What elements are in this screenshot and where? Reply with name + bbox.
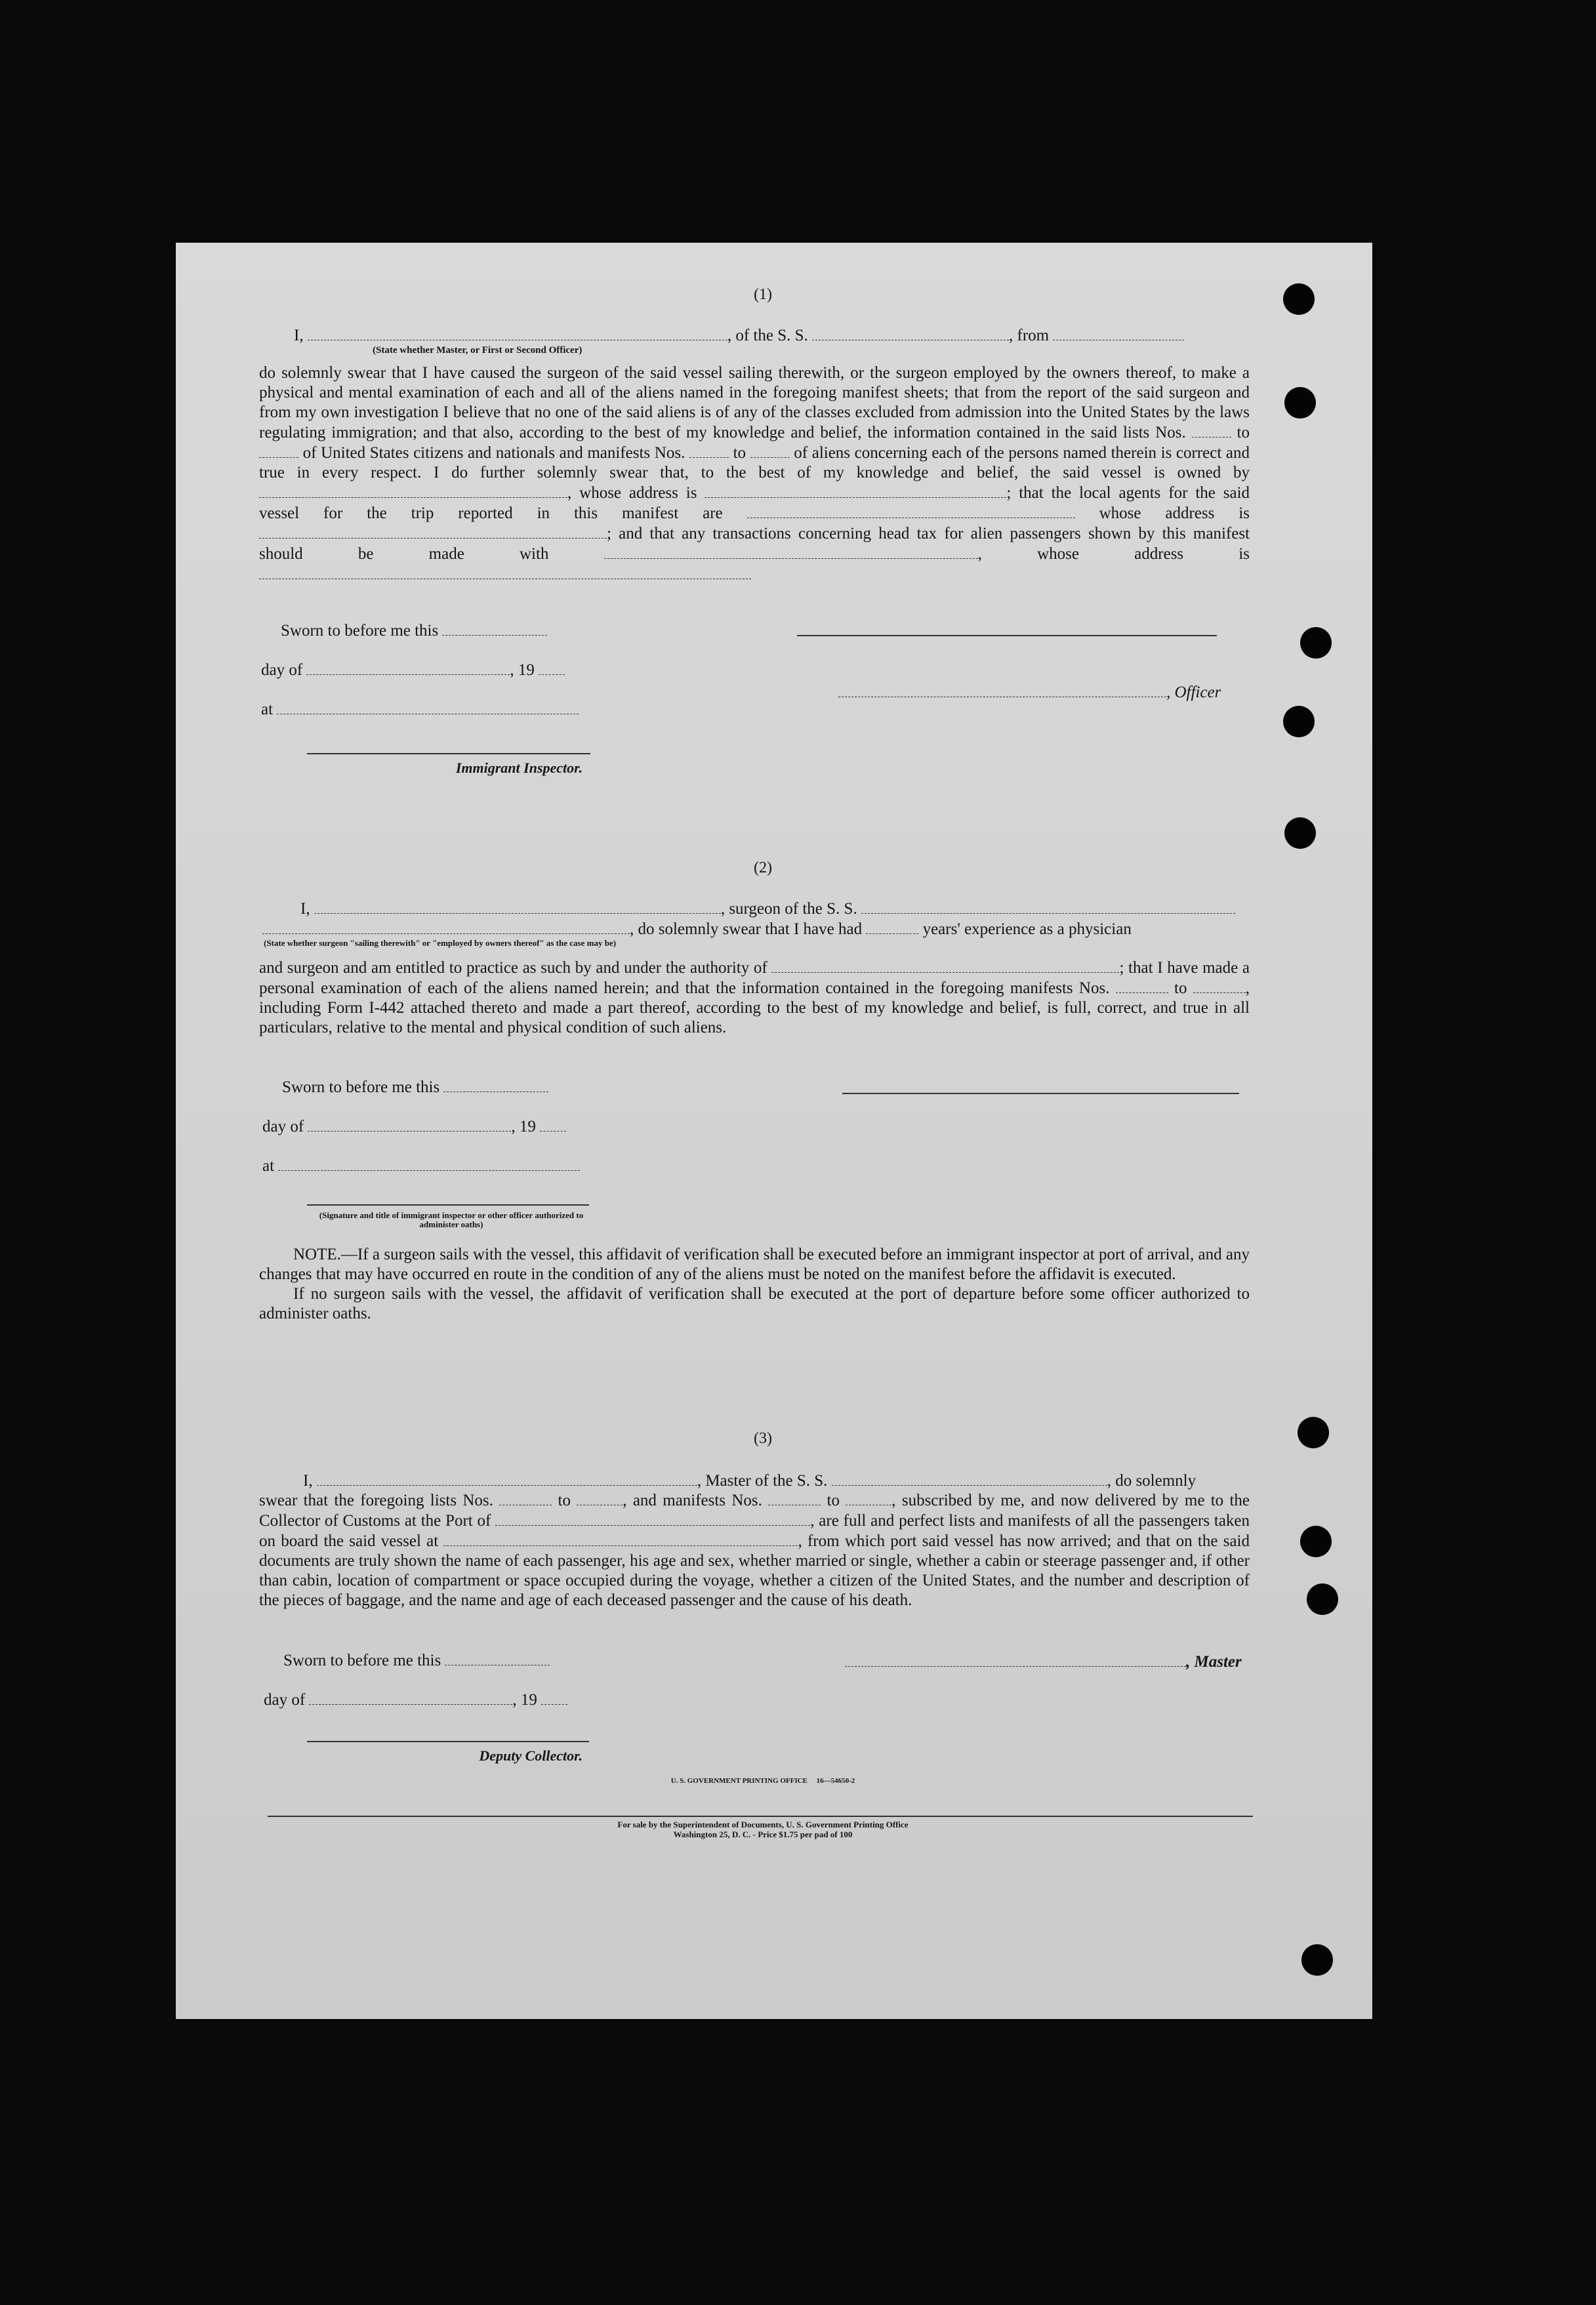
master-sworn-month-field[interactable] xyxy=(309,1690,512,1705)
section-1-day-of: day of , 19 xyxy=(261,660,565,680)
sworn-day-field[interactable] xyxy=(442,621,547,636)
agents-address-field[interactable] xyxy=(259,523,607,539)
sale-notice-line-2: Washington 25, D. C. - Price $1.75 per pad of 100 xyxy=(673,1829,853,1839)
vessel-name-field[interactable] xyxy=(812,325,1009,340)
surgeon-inspector-signature-note: (Signature and title of immigrant inspector or other officer authorized to administer oaths) xyxy=(319,1210,584,1229)
punch-hole xyxy=(1301,1944,1333,1976)
master-name-field[interactable] xyxy=(317,1471,697,1486)
section-3-number: (3) xyxy=(754,1430,772,1447)
section-2-line-2: , do solemnly swear that I have had years' experience as a physician xyxy=(262,919,1132,939)
head-tax-contact-field[interactable] xyxy=(604,544,978,559)
sworn-year-field[interactable] xyxy=(539,660,565,675)
surgeon-status-field[interactable] xyxy=(262,919,630,934)
master-signature-row: , Master xyxy=(845,1652,1242,1671)
punch-hole xyxy=(1283,706,1315,737)
surgeon-vessel-field[interactable] xyxy=(861,899,1235,914)
owner-address-field[interactable] xyxy=(705,483,1006,498)
punch-hole xyxy=(1300,1526,1332,1557)
licensing-authority-field[interactable] xyxy=(771,958,1119,973)
citizen-list-to-field[interactable] xyxy=(259,443,298,458)
section-1-signature-line[interactable] xyxy=(797,635,1217,636)
sworn-month-field[interactable] xyxy=(306,660,510,675)
section-3-day-of: day of , 19 xyxy=(264,1690,567,1709)
surgeon-inspector-signature-line[interactable] xyxy=(307,1204,589,1206)
citizen-list-from-field[interactable] xyxy=(1192,422,1231,438)
officer-signature-row: , Officer xyxy=(838,682,1221,702)
arrival-port-field[interactable] xyxy=(495,1511,810,1526)
section-1-number: (1) xyxy=(754,286,772,303)
section-2-sworn: Sworn to before me this xyxy=(282,1077,548,1097)
surgeon-sworn-place-field[interactable] xyxy=(278,1156,580,1171)
vessel-owner-field[interactable] xyxy=(259,483,567,498)
section-2-number: (2) xyxy=(754,859,772,876)
local-agents-field[interactable] xyxy=(747,503,1075,518)
section-3-oath-text: swear that the foregoing lists Nos. to , and manifests Nos. to , subscribed by me, and now delivered by me to the Collector of Customs at the Port of , are full and perfect lists and manifests of all the passengers taken on board the said vessel at , from which port said vessel has now arrived; and that on the said documents are truly shown the name of each passenger, his age and sex, whether married or single, whether a cabin or steerage passenger and, if other than cabin, location of compartment or space occupied during the voyage, whether a citizen of the United States, and the number and description of the pieces of baggage, and the name and age of each deceased passenger and the cause of his death. xyxy=(259,1492,1250,1609)
manifest-from-field[interactable] xyxy=(689,443,729,458)
surgeon-name-field[interactable] xyxy=(314,899,721,914)
section-1-at: at xyxy=(261,699,579,719)
manifest-page xyxy=(176,243,1372,2019)
sworn-place-field[interactable] xyxy=(277,699,579,714)
section-1-line-1: I, , of the S. S. , from xyxy=(294,325,1184,345)
footer-rule xyxy=(268,1816,1253,1817)
surgeon-sworn-day-field[interactable] xyxy=(443,1077,548,1092)
section-1-sworn: Sworn to before me this xyxy=(281,621,547,640)
master-list-to-field[interactable] xyxy=(577,1490,623,1505)
years-experience-field[interactable] xyxy=(866,919,918,934)
master-manifest-from-field[interactable] xyxy=(768,1490,821,1505)
master-manifest-to-field[interactable] xyxy=(846,1490,891,1505)
embarkation-port-field[interactable] xyxy=(443,1531,798,1546)
surgeon-manifest-to-field[interactable] xyxy=(1193,978,1246,993)
surgeon-sworn-month-field[interactable] xyxy=(308,1116,511,1132)
section-2-oath-text: and surgeon and am entitled to practice as such by and under the authority of ; that I have made a personal examination of each of the aliens named herein; and that the information contained in the foregoing manifests Nos. to , including Form I-442 attached thereto and made a part thereof, according to the best of my knowledge and belief, is full, correct, and true in all particulars, relative to the mental and physical condition of such aliens. xyxy=(259,959,1250,1036)
section-2-day-of: day of , 19 xyxy=(262,1116,566,1136)
officer-rank-field[interactable] xyxy=(308,325,727,340)
master-sworn-day-field[interactable] xyxy=(445,1650,550,1665)
gpo-imprint: U. S. GOVERNMENT PRINTING OFFICE 16—54650-2 xyxy=(670,1777,855,1785)
head-tax-address-field[interactable] xyxy=(259,564,751,579)
master-sworn-year-field[interactable] xyxy=(541,1690,567,1705)
departure-port-field[interactable] xyxy=(1053,325,1184,340)
section-2-at: at xyxy=(262,1156,580,1175)
manifest-to-field[interactable] xyxy=(750,443,790,458)
surgeon-manifest-from-field[interactable] xyxy=(1116,978,1168,993)
surgeon-status-note: (State whether surgeon "sailing therewith" or "employed by owners thereof" as the case may be) xyxy=(264,938,617,948)
section-3-sworn: Sworn to before me this xyxy=(283,1650,550,1670)
surgeon-sworn-year-field[interactable] xyxy=(540,1116,566,1132)
punch-hole xyxy=(1307,1583,1338,1615)
sale-notice-line-1: For sale by the Superintendent of Documents, U. S. Government Printing Office xyxy=(617,1820,909,1829)
officer-signature-field[interactable] xyxy=(838,682,1166,697)
section-1-oath-text: do solemnly swear that I have caused the surgeon of the said vessel sailing therewith, or the surgeon employed by the owners thereof, to make a physical and mental examination of each and all of the aliens named in the foregoing manifest sheets; that from the report of the said surgeon and from my own investigation I believe that no one of the said aliens is of any of the classes excluded from admission into the United States by the laws regulating immigration; and that also, according to the best of my knowledge and belief, the information contained in the said lists Nos. to of United States citizens and nationals and manifests Nos. to of aliens concerning each of the persons named therein is correct and true in every respect. I do further solemnly swear that, to the best of my knowledge and belief, the said vessel is owned by , whose address is ; that the local agents for the said vessel for the trip reported in this manifest are whose address is ; and that any transactions concerning head tax for alien passengers shown by this manifest should be made with , whose address is xyxy=(259,363,1250,584)
punch-hole xyxy=(1284,387,1316,418)
master-vessel-field[interactable] xyxy=(832,1471,1107,1486)
deputy-collector-label: Deputy Collector. xyxy=(479,1747,583,1764)
punch-hole xyxy=(1284,817,1316,849)
master-signature-field[interactable] xyxy=(845,1652,1186,1667)
section-2-line-1: I, , surgeon of the S. S. xyxy=(300,899,1235,918)
section-3-line-1: I, , Master of the S. S. , do solemnly xyxy=(303,1472,1197,1490)
master-list-from-field[interactable] xyxy=(499,1490,552,1505)
punch-hole xyxy=(1300,627,1332,659)
section-2-note: NOTE.—If a surgeon sails with the vessel, this affidavit of verification shall be executed before an immigrant inspector at port of arrival, and any changes that may have occurred en route in the condition of any of the aliens must be noted on the manifest before the affidavit is executed. If no surgeon sails with the vessel, the affidavit of verification shall be executed at the port of departure before some officer authorized to administer oaths. xyxy=(259,1246,1250,1322)
inspector-signature-line[interactable] xyxy=(307,753,590,754)
deputy-collector-signature-line[interactable] xyxy=(307,1741,589,1742)
officer-rank-note: (State whether Master, or First or Second Officer) xyxy=(373,345,583,356)
immigrant-inspector-label: Immigrant Inspector. xyxy=(455,760,583,776)
surgeon-signature-line[interactable] xyxy=(842,1093,1239,1094)
show-through-text xyxy=(766,597,787,636)
